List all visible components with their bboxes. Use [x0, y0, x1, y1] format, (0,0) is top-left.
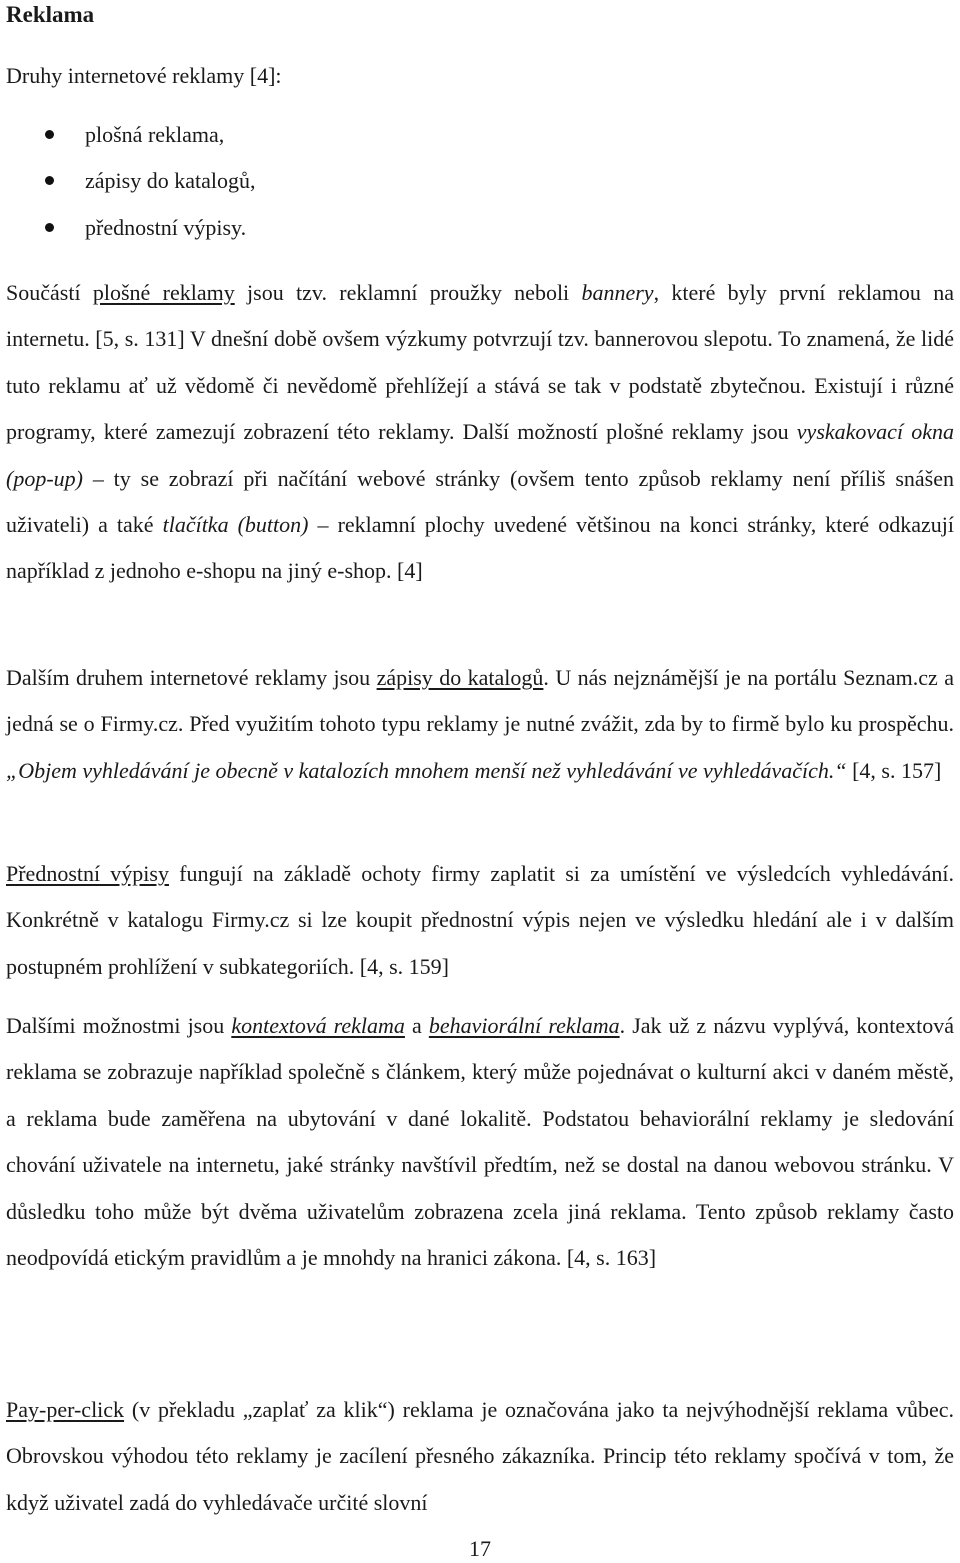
bullet-icon — [45, 130, 54, 139]
term-kontextova-reklama: kontextová reklama — [231, 1013, 405, 1038]
intro-line: Druhy internetové reklamy [4]: — [6, 63, 282, 88]
paragraph-priority-listings: Přednostní výpisy fungují na základě ochoty firmy zaplatit si za umístění ve výsledcích vyhledávání. Konkrétně v katalogu Firmy.cz si lze koupit přednostní výpis nejen ve výsledku hledání ale i v dalším postupném prohlížení v subkategoriích. [4, s. 159] — [6, 861, 955, 979]
term-plosne-reklamy: plošné reklamy — [92, 280, 235, 305]
section-heading: Reklama — [6, 2, 95, 27]
quote: „Objem vyhledávání je obecně v katalozích mnohem menší než vyhledávání ve vyhledávačích.“ — [6, 757, 847, 783]
paragraph-catalog-entries: Dalším druhem internetové reklamy jsou zápisy do katalogů. U nás nejznámější je na portálu Seznam.cz a jedná se o Firmy.cz. Před využitím tohoto typu reklamy je nutné zvážit, zda by to firmě bylo ku prospěchu. „Objem vyhledávání je obecně v katalozích mnohem menší než vyhledávání ve vyhledávačích.“ [4, s. 157] — [6, 665, 954, 783]
paragraph-contextual-behavioral: Dalšími možnostmi jsou kontextová reklama a behaviorální reklama. Jak už z názvu vyplývá, kontextová reklama se zobrazuje například společně s článkem, který může pojednávat o kulturní akci v daném městě, a reklama bude zaměřena na ubytování v dané lokalitě. Podstatou behaviorální reklamy je sledování chování uživatele na internetu, jaké stránky navštívil předtím, než se dostal na danou webovou stránku. V důsledku toho může být dvěma uživatelům zobrazena zcela jiná reklama. Tento způsob reklamy často neodpovídá etickým pravidlům a je mnohdy na hranici zákona. [4, s. 163] — [6, 1013, 955, 1271]
bullet-icon — [45, 223, 54, 232]
term-zapisy-do-katalogu: zápisy do katalogů — [376, 665, 544, 690]
list-item: přednostní výpisy. — [6, 205, 255, 251]
paragraph-banner-ads: Součástí plošné reklamy jsou tzv. reklamní proužky neboli bannery, které byly první reklamou na internetu. [5, s. 131] V dnešní době ovšem výzkumy potvrzují tzv. bannerovou slepotu. To znamená, že lidé tuto reklamu ať už vědomě či nevědomě přehlížejí a stává se tak v podstatě zbytečnou. Existují i různé programy, které zamezují zobrazení této reklamy. Další možností plošné reklamy jsou vyskakovací okna (pop-up) – ty se zobrazí při načítání webové stránky (ovšem tento způsob reklamy není příliš snášen uživateli) a také tlačítka (button) – reklamní plochy uvedené většinou na konci stránky, které odkazují například z jednoho e-shopu na jiný e-shop. [4] — [6, 280, 954, 584]
list-item: plošná reklama, — [6, 112, 255, 158]
bullet-icon — [45, 176, 54, 185]
ad-types-list — [6, 112, 255, 251]
term-prednostni-vypisy: Přednostní výpisy — [6, 861, 169, 886]
term-pay-per-click: Pay-per-click — [6, 1397, 125, 1422]
list-item: zápisy do katalogů, — [6, 158, 255, 204]
paragraph-pay-per-click: Pay-per-click (v překladu „zaplať za klik“) reklama je označována jako ta nejvýhodnější reklama vůbec. Obrovskou výhodou této reklamy je zacílení přesného zákazníka. Princip této reklamy spočívá v tom, že když uživatel zadá do vyhledávače určité slovní — [6, 1397, 954, 1515]
page-number: 17 — [469, 1536, 491, 1561]
term-behavioralni-reklama: behaviorální reklama — [428, 1013, 620, 1038]
